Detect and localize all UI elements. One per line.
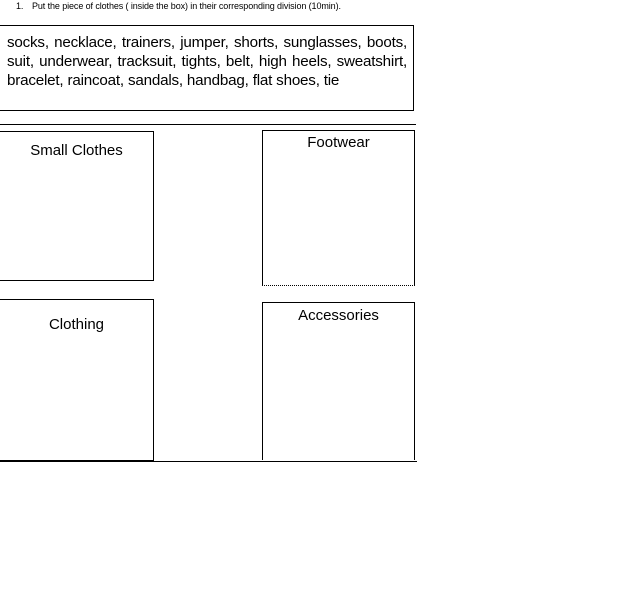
accessories-title: Accessories (298, 307, 379, 324)
accessories-box[interactable] (262, 302, 415, 460)
clothing-title: Clothing (48, 316, 105, 333)
instruction-number: 1. (16, 1, 24, 11)
instruction-line (16, 1, 341, 11)
top-divider-line (0, 124, 416, 125)
bottom-divider-line (0, 461, 417, 462)
small-clothes-box[interactable] (0, 131, 154, 281)
footwear-box[interactable] (262, 130, 415, 286)
instruction-text: Put the piece of clothes ( inside the box) in their corresponding division (10min). (32, 1, 341, 11)
footwear-title: Footwear (307, 134, 370, 151)
small-clothes-title: Small Clothes (30, 142, 123, 159)
clothing-box[interactable] (0, 299, 154, 461)
word-bank-text: socks, necklace, trainers, jumper, shorts, sunglasses, boots, suit, underwear, tracksuit, tights, belt, high heels, sweatshirt, bracelet, raincoat, sandals, handbag, flat shoes, tie (7, 34, 407, 89)
word-bank-box (0, 25, 414, 111)
